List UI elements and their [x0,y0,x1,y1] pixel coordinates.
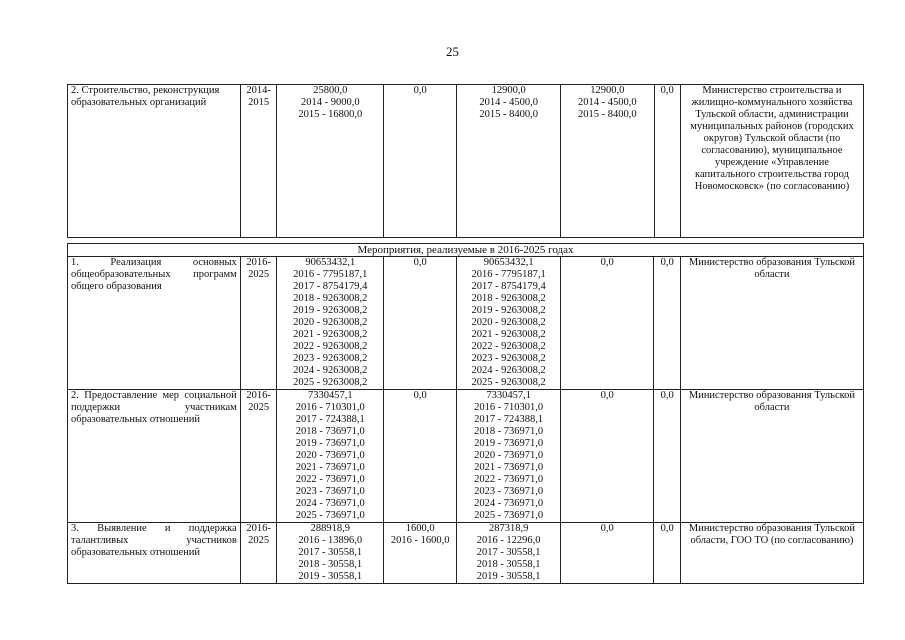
other-funding: 0,0 [654,523,680,584]
federal-funding: 1600,0 2016 - 1600,0 [384,523,457,584]
federal-funding: 0,0 [384,85,457,238]
activity-name: 2. Предоставление мер социальной поддержки участникам образовательных отношений [68,390,241,523]
municipal-funding: 0,0 [560,257,654,390]
activity-name: 1. Реализация основных общеобразовательных программ общего образования [68,257,241,390]
municipal-funding: 12900,0 2014 - 4500,0 2015 - 8400,0 [561,85,655,238]
table-row [68,390,864,523]
construction-table [67,84,864,238]
other-funding: 0,0 [654,257,680,390]
total-funding: 7330457,1 2016 - 710301,0 2017 - 724388,1 2018 - 736971,0 2019 - 736971,0 2020 - 736971,0 2021 - 736971,0 2022 - 736971,0 2023 - 736971,0 2024 - 736971,0 2025 - 736971,0 [277,390,384,523]
municipal-funding: 0,0 [560,523,654,584]
activity-period: 2016-2025 [240,257,277,390]
section-title: Мероприятия, реализуемые в 2016-2025 годах [68,244,864,257]
activities-table [67,243,864,584]
page-number: 25 [446,44,459,59]
total-funding: 25800,0 2014 - 9000,0 2015 - 16800,0 [277,85,384,238]
executor: Министерство образования Тульской области, ГОО ТО (по согласованию) [680,523,863,584]
activity-period: 2014-2015 [240,85,277,238]
activity-period: 2016-2025 [240,523,277,584]
total-funding: 288918,9 2016 - 13896,0 2017 - 30558,1 2018 - 30558,1 2019 - 30558,1 [277,523,384,584]
regional-funding: 7330457,1 2016 - 710301,0 2017 - 724388,1 2018 - 736971,0 2019 - 736971,0 2020 - 736971,0 2021 - 736971,0 2022 - 736971,0 2023 - 736971,0 2024 - 736971,0 2025 - 736971,0 [457,390,561,523]
federal-funding: 0,0 [384,257,457,390]
federal-funding: 0,0 [384,390,457,523]
activity-name: 3. Выявление и поддержка талантливых участников образовательных отношений [68,523,241,584]
regional-funding: 287318,9 2016 - 12296,0 2017 - 30558,1 2018 - 30558,1 2019 - 30558,1 [457,523,561,584]
table-row [68,257,864,390]
other-funding: 0,0 [654,85,680,238]
regional-funding: 90653432,1 2016 - 7795187,1 2017 - 8754179,4 2018 - 9263008,2 2019 - 9263008,2 2020 - 9263008,2 2021 - 9263008,2 2022 - 9263008,2 2023 - 9263008,2 2024 - 9263008,2 2025 - 9263008,2 [457,257,561,390]
table-row [68,523,864,584]
table-row [68,85,864,238]
executor: Министерство образования Тульской области [680,390,863,523]
total-funding: 90653432,1 2016 - 7795187,1 2017 - 8754179,4 2018 - 9263008,2 2019 - 9263008,2 2020 - 9263008,2 2021 - 9263008,2 2022 - 9263008,2 2023 - 9263008,2 2024 - 9263008,2 2025 - 9263008,2 [277,257,384,390]
regional-funding: 12900,0 2014 - 4500,0 2015 - 8400,0 [457,85,561,238]
other-funding: 0,0 [654,390,680,523]
executor: Министерство образования Тульской области [680,257,863,390]
section-header-row [68,244,864,257]
municipal-funding: 0,0 [560,390,654,523]
activity-name: 2. Строительство, реконструкция образовательных организаций [68,85,241,238]
executor: Министерство строительства и жилищно-коммунального хозяйства Тульской области, администрации муниципальных районов (городских округов) Тульской области (по согласованию), муниципальное учреждение «Управление капитального строительства город Новомосковск» (по согласованию) [680,85,863,238]
activity-period: 2016-2025 [240,390,277,523]
